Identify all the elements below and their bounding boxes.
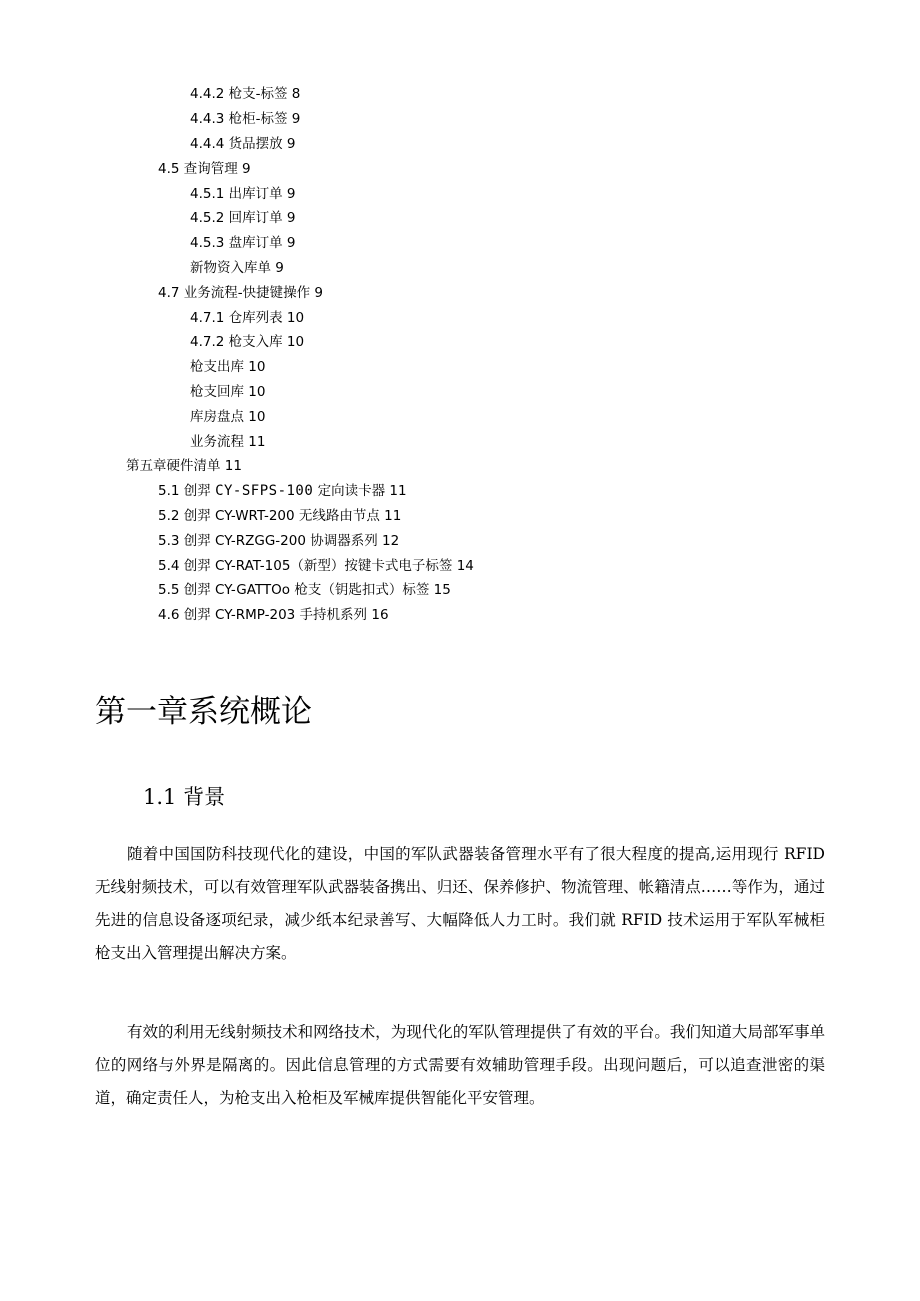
toc-entry[interactable]: 4.6 创羿 CY-RMP-203 手持机系列 16	[158, 607, 389, 623]
toc-entry[interactable]: 4.7.2 枪支入库 10	[190, 334, 305, 350]
toc-entry[interactable]: 4.4.2 枪支-标签 8	[190, 86, 301, 102]
body-paragraph: 有效的利用无线射频技术和网络技术，为现代化的军队管理提供了有效的平台。我们知道大局部军事单位的网络与外界是隔离的。因此信息管理的方式需要有效辅助管理手段。出现问题后，可以追查泄密的渠道，确定责任人，为枪支出入枪柜及军械库提供智能化平安管理。	[95, 1023, 825, 1107]
toc-entry[interactable]: 枪支回库 10	[190, 384, 266, 400]
toc-entry[interactable]: 4.4.3 枪柜-标签 9	[190, 111, 301, 127]
toc-entry[interactable]: 5.3 创羿 CY-RZGG-200 协调器系列 12	[158, 533, 400, 549]
toc-entry[interactable]: 5.4 创羿 CY-RAT-105（新型）按键卡式电子标签 14	[158, 558, 474, 574]
body-paragraph: 随着中国国防科技现代化的建设，中国的军队武器装备管理水平有了很大程度的提高,运用现行 RFID 无线射频技术，可以有效管理军队武器装备携出、归还、保养修护、物流管理、帐籍清点……等作为，通过先进的信息设备逐项纪录，减少纸本纪录善写、大幅降低人力工时。我们就 RFID 技术运用于军队军械柜枪支出入管理提出解决方案。	[95, 845, 825, 962]
toc-entry[interactable]: 新物资入库单 9	[190, 260, 284, 276]
toc-entry[interactable]: 5.2 创羿 CY-WRT-200 无线路由节点 11	[158, 508, 402, 524]
toc-entry[interactable]: 4.5.1 出库订单 9	[190, 186, 296, 202]
chapter-title: 第一章系统概论	[95, 694, 312, 730]
toc-entry-suffix: 定向读卡器 11	[313, 483, 407, 499]
toc-entry[interactable]: 4.4.4 货品摆放 9	[190, 136, 296, 152]
toc-entry[interactable]: 库房盘点 10	[190, 409, 266, 425]
toc-entry[interactable]: 4.7.1 仓库列表 10	[190, 310, 305, 326]
section-title: 1.1 背景	[143, 785, 226, 809]
toc-entry[interactable]: 4.5.3 盘库订单 9	[190, 235, 296, 251]
toc-entry[interactable]: 第五章硬件清单 11	[126, 458, 242, 474]
toc-entry[interactable]: 4.7 业务流程-快捷键操作 9	[158, 285, 324, 301]
toc-entry[interactable]: 枪支出库 10	[190, 359, 266, 375]
toc-entry[interactable]: 4.5 查询管理 9	[158, 161, 251, 177]
toc-entry-prefix: 5.1 创羿	[158, 483, 216, 499]
toc-entry[interactable]: 5.5 创羿 CY-GATTOo 枪支（钥匙扣式）标签 15	[158, 582, 451, 598]
toc-entry[interactable]: 4.5.2 回库订单 9	[190, 210, 296, 226]
toc-entry-model: CY-SFPS-100	[215, 483, 314, 499]
toc-entry[interactable]: 业务流程 11	[190, 434, 266, 450]
toc-entry[interactable]	[158, 481, 407, 501]
